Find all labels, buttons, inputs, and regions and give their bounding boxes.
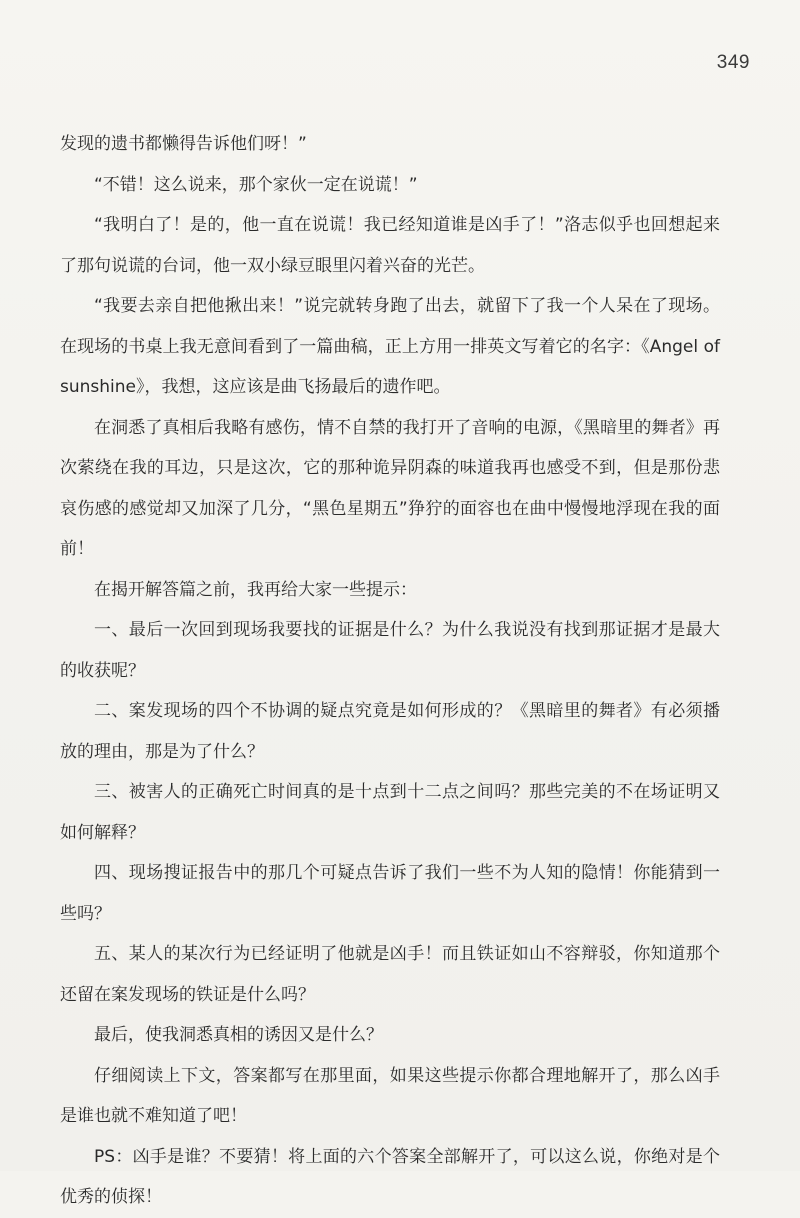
page-number: 349 (716, 52, 750, 73)
paragraph: 仔细阅读上下文，答案都写在那里面，如果这些提示你都合理地解开了，那么凶手是谁也就不难知道了吧！ (60, 1065, 720, 1126)
paragraph: “我明白了！是的，他一直在说谎！我已经知道谁是凶手了！”洛志似乎也回想起来了那句说谎的台词，他一双小绿豆眼里闪着兴奋的光芒。 (60, 215, 720, 276)
hint-item: 最后，使我洞悉真相的诱因又是什么？ (94, 1025, 383, 1045)
body-text (60, 124, 720, 1218)
hint-item: 四、现场搜证报告中的那几个可疑点告诉了我们一些不为人知的隐情！你能猜到一些吗？ (60, 863, 720, 924)
paragraph: “我要去亲自把他揪出来！”说完就转身跑了出去，就留下了我一个人呆在了现场。在现场的书桌上我无意间看到了一篇曲稿，正上方用一排英文写着它的名字：《Angel of sunshine》，我想，这应该是曲飞扬最后的遗作吧。 (60, 296, 720, 397)
hint-item: 五、某人的某次行为已经证明了他就是凶手！而且铁证如山不容辩驳，你知道那个还留在案发现场的铁证是什么吗？ (60, 944, 720, 1005)
paragraph: 发现的遗书都懒得告诉他们呀！” (60, 134, 307, 154)
paragraph: “不错！这么说来，那个家伙一定在说谎！” (94, 174, 418, 195)
paragraph: 在洞悉了真相后我略有感伤，情不自禁的我打开了音响的电源，《黑暗里的舞者》再次萦绕在我的耳边，只是这次，它的那种诡异阴森的味道我再也感受不到，但是那份悲哀伤感的感觉却又加深了几分，“黑色星期五”狰狞的面容也在曲中慢慢地浮现在我的面前！ (60, 417, 720, 559)
postscript: PS：凶手是谁？不要猜！将上面的六个答案全部解开了，可以这么说，你绝对是个优秀的侦探！ (60, 1146, 720, 1207)
paragraph: 在揭开解答篇之前，我再给大家一些提示： (94, 579, 417, 600)
hint-item: 一、最后一次回到现场我要找的证据是什么？为什么我说没有找到那证据才是最大的收获呢？ (60, 620, 720, 681)
hint-item: 二、案发现场的四个不协调的疑点究竟是如何形成的？《黑暗里的舞者》有必须播放的理由，那是为了什么？ (60, 701, 720, 762)
hint-item: 三、被害人的正确死亡时间真的是十点到十二点之间吗？那些完美的不在场证明又如何解释？ (60, 782, 720, 843)
